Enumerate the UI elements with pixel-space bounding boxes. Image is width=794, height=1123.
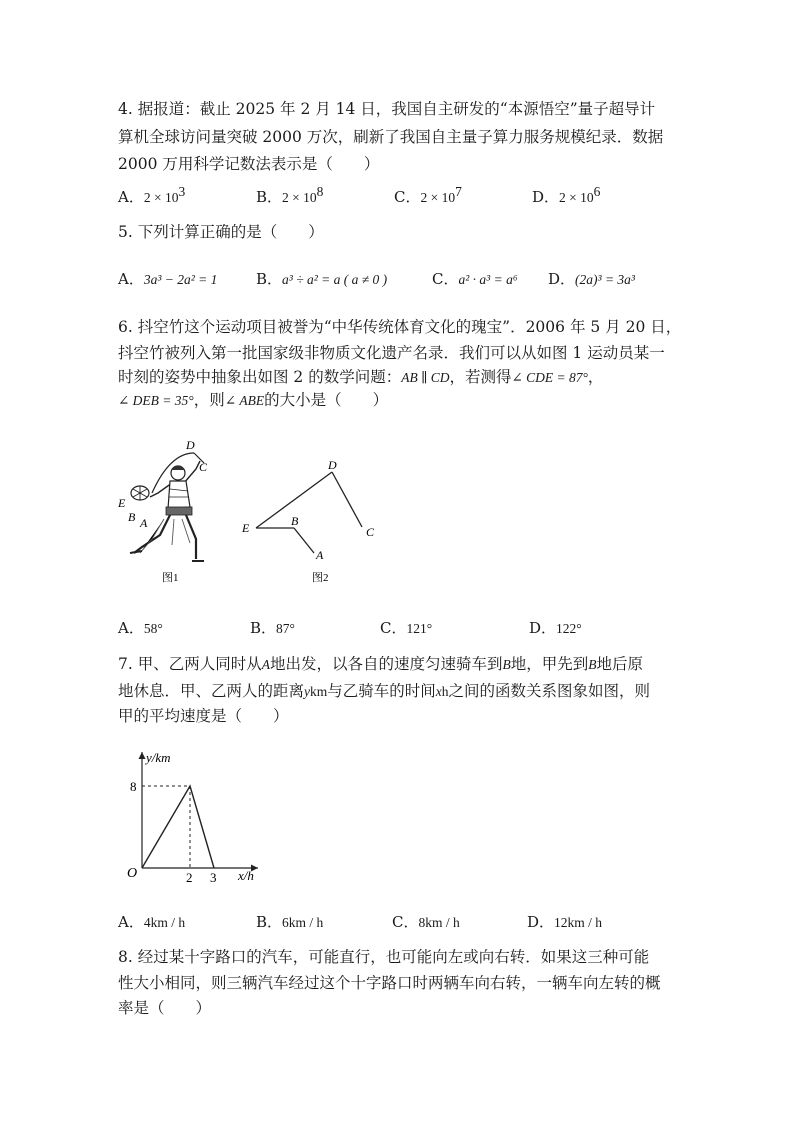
q7-distance-time-graph [118,744,278,884]
q6-text-line-4: ∠ DEB = 35°，则∠ ABE的大小是（ ） [118,391,389,409]
fig1-caption: 图1 [162,572,179,584]
distance-line [142,786,214,868]
q4-text-line-2: 算机全球访问量突破 2000 万次，刷新了我国自主量子算力服务规模纪录．数据 [118,128,664,146]
q6-option-a: A．58° [118,619,163,637]
q7-option-b: B．6km / h [256,913,324,931]
q7-text-line-1: 7. 甲、乙两人同时从A地出发，以各自的速度匀速骑车到B地，甲先到B地后原 [118,655,644,673]
fig2-caption: 图2 [312,572,329,584]
segment-ba [294,528,314,553]
fig2-label-e: E [242,521,250,535]
q4-option-b: B．$2 \times 10^8$ [256,184,324,206]
fig2-label-b: B [291,514,299,528]
q6-option-d: D．122° [529,619,582,637]
q6-text-line-1: 6. 抖空竹这个运动项目被誉为“中华传统体育文化的瑰宝”．2006 年 5 月 20 日， [118,318,682,336]
y-axis-label: y/km [146,750,171,765]
q5-option-a: A．3a³ − 2a² = 1 [118,270,218,288]
x-axis-label: x/h [238,868,254,883]
fig2-label-a: A [316,548,324,562]
q4-text-line-1: 4. 据报道：截止 2025 年 2 月 14 日，我国自主研发的“本源悟空”量子超导计 [118,100,656,118]
q5-option-d: D．(2a)³ = 3a³ [548,270,635,288]
q7-option-c: C．8km / h [392,913,460,931]
x-tick-3: 3 [210,870,217,884]
q7-text-line-2: 地休息．甲、乙两人的距离ykm与乙骑车的时间xh之间的函数关系图象如图，则 [118,682,651,700]
fig1-label-d: D [186,438,195,452]
q4-option-c: C．$2 \times 10^7$ [394,184,462,206]
q5-option-b: B．a³ ÷ a² = a ( a ≠ 0 ) [256,270,388,288]
fig2-label-c: C [366,525,375,539]
fig1-label-b: B [128,510,136,524]
fig1-label-e: E [118,496,126,510]
q8-text-line-3: 率是（ ） [118,999,212,1017]
y-tick-8: 8 [130,779,137,794]
q4-option-d: D．$2 \times 10^6$ [532,184,601,206]
q5-text-line-1: 5. 下列计算正确的是（ ） [118,223,324,241]
fig2-label-d: D [328,458,337,472]
origin-label: O [127,866,138,881]
q8-text-line-2: 性大小相同，则三辆汽车经过这个十字路口时两辆车向右转，一辆车向左转的概 [118,974,661,992]
q6-option-b: B．87° [250,619,295,637]
fig1-label-a: A [140,516,148,530]
q6-text-line-3: 时刻的姿势中抽象出如图 2 的数学问题：AB ∥ CD，若测得∠ CDE = 87°， [118,368,604,386]
segment-dc [332,472,362,527]
q7-text-line-3: 甲的平均速度是（ ） [118,707,289,725]
q7-option-d: D．12km / h [527,913,603,931]
q4-text-line-3: 2000 万用科学记数法表示是（ ） [118,155,380,173]
q6-text-line-2: 抖空竹被列入第一批国家级非物质文化遗产名录．我们可以从如图 1 运动员某一 [118,344,665,362]
x-tick-2: 2 [186,870,193,884]
q5-option-c: C．a² · a³ = a⁶ [432,270,518,288]
q6-option-c: C．121° [380,619,433,637]
q7-option-a: A．4km / h [118,913,186,931]
q8-text-line-1: 8. 经过某十字路口的汽车，可能直行，也可能向左或向右转．如果这三种可能 [118,948,650,966]
q4-option-a: A．$2 \times 10^3$ [118,184,186,206]
figure-1-dancer [112,435,224,585]
fig1-label-c: C [199,460,208,474]
figure-2-geometry [234,455,394,585]
